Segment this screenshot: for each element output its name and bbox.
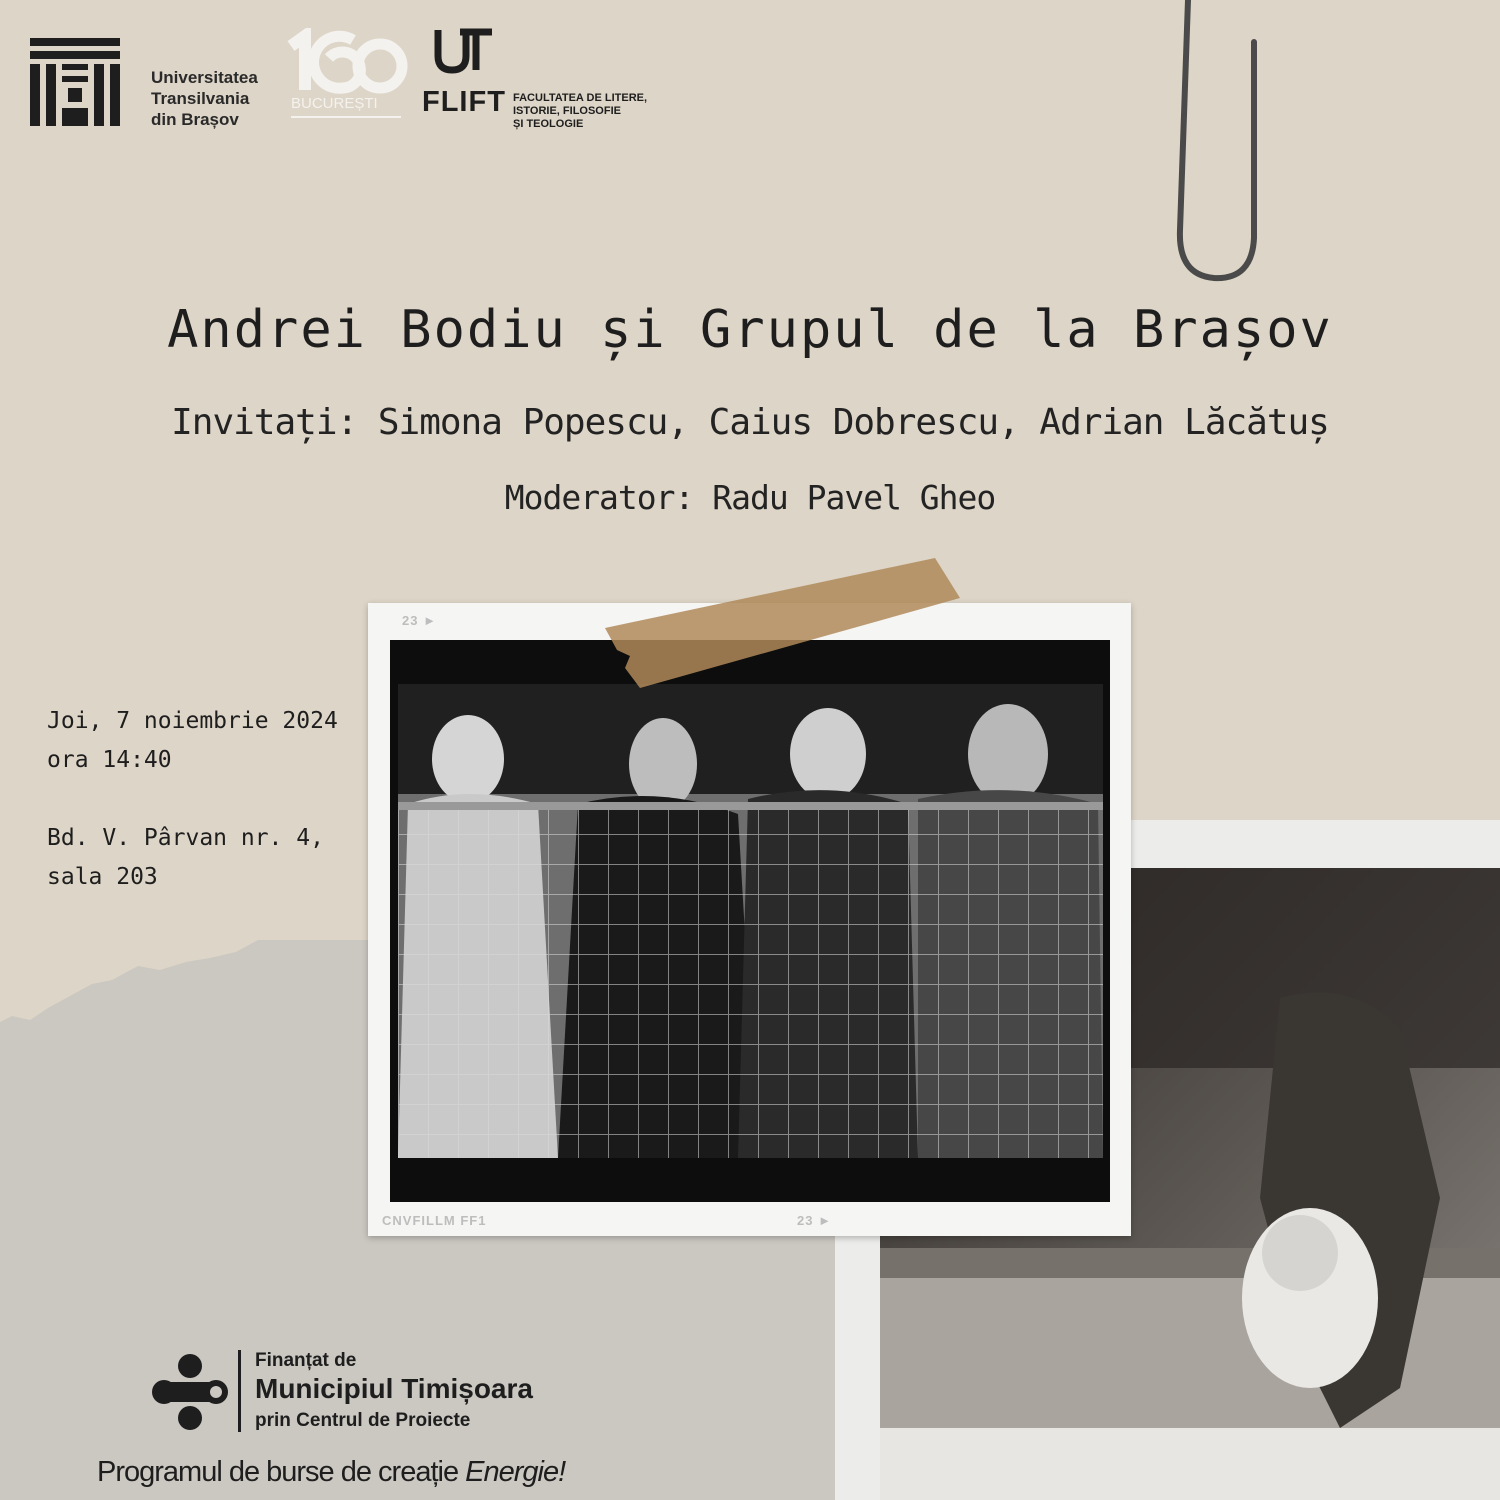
timisoara-projects-logo-icon: [150, 1352, 230, 1432]
ub-160-logo-icon: [283, 28, 408, 128]
funding-line1: Finanțat de: [255, 1350, 357, 1371]
ub-160-label: BUCUREȘTI: [291, 95, 378, 112]
funding-municipality: Municipiul Timișoara: [255, 1373, 533, 1404]
program-name: [97, 1456, 565, 1489]
event-date: Joi, 7 noiembrie 2024: [47, 708, 338, 734]
flift-description-line: ȘI TEOLOGIE: [513, 118, 584, 130]
university-name-line: Transilvania: [151, 89, 250, 108]
university-name-line: Universitatea: [151, 68, 258, 87]
university-logo-icon: [30, 38, 120, 128]
event-title: Andrei Bodiu și Grupul de la Brașov: [167, 300, 1333, 360]
masking-tape: [605, 558, 965, 698]
flift-description: [513, 92, 647, 131]
flift-description-line: ISTORIE, FILOSOFIE: [513, 105, 621, 117]
event-room: sala 203: [47, 864, 158, 890]
flift-name: FLIFT: [422, 86, 506, 118]
university-name: [151, 67, 258, 130]
film-frame-top-code: 23 ►: [402, 613, 437, 628]
film-frame-bottom-left-code: CNVFILLM FF1: [382, 1213, 487, 1228]
event-address: Bd. V. Pârvan nr. 4,: [47, 825, 324, 851]
flift-mark-icon: [432, 26, 496, 76]
event-guests: Invitați: Simona Popescu, Caius Dobrescu, Adrian Lăcătuș: [171, 402, 1329, 443]
group-photo-image: [398, 684, 1103, 1158]
paperclip-icon: [1168, 0, 1268, 290]
funding-line3: prin Centrul de Proiecte: [255, 1410, 471, 1431]
university-name-line: din Brașov: [151, 110, 239, 129]
event-time: ora 14:40: [47, 747, 172, 773]
program-prefix: Programul de burse de creație: [97, 1456, 466, 1488]
program-brand: Energie!: [465, 1456, 566, 1488]
funding-divider: [238, 1350, 241, 1432]
torn-paper-edge: [0, 900, 420, 1040]
flift-description-line: FACULTATEA DE LITERE,: [513, 92, 648, 104]
event-moderator: Moderator: Radu Pavel Gheo: [504, 478, 996, 517]
film-frame-bottom-right-code: 23 ►: [797, 1213, 832, 1228]
